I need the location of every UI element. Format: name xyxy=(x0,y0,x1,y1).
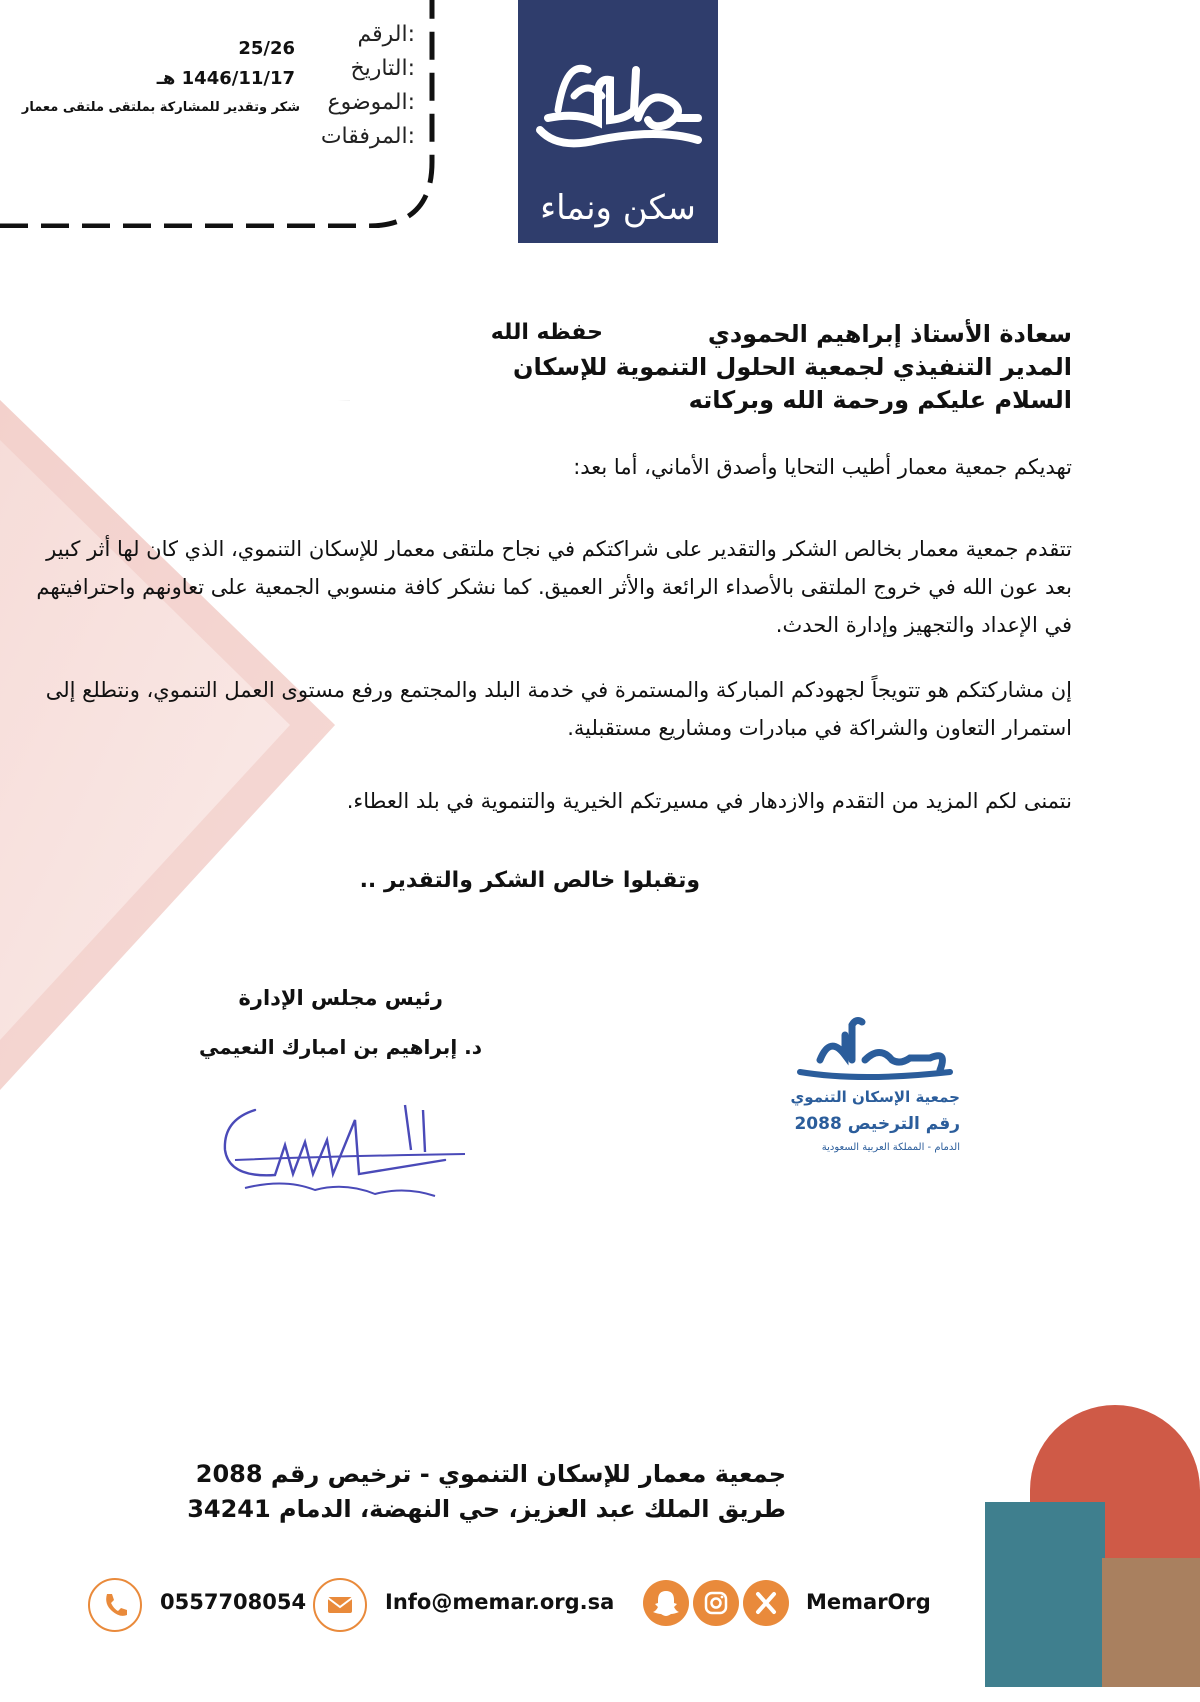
body-paragraph-2: إن مشاركتكم هو تتويجاً لجهودكم المباركة والمستمرة في خدمة البلد والمجتمع ورفع مستوى العمل التنموي، ونتطلع إلى استمرار التعاون والشراكة في مبادرات ومشاريع مستقبلية. xyxy=(45,678,1072,740)
recipient-blessing: حفظه الله xyxy=(490,320,603,345)
phone-number[interactable]: 0557708054 xyxy=(160,1590,307,1614)
recipient-title: المدير التنفيذي لجمعية الحلول التنموية للإسكان xyxy=(513,353,1072,381)
greeting: السلام عليكم ورحمة الله وبركاته xyxy=(688,386,1072,414)
ref-subject-value: شكر وتقدير للمشاركة بملتقى ملتقى معمار xyxy=(21,100,300,115)
logo-tagline: سكن ونماء xyxy=(540,188,696,228)
social-handle[interactable]: MemarOrg xyxy=(806,1590,931,1614)
body-paragraph-3: نتمنى لكم المزيد من التقدم والازدهار في مسيرتكم الخيرية والتنموية في بلد العطاء. xyxy=(346,789,1072,813)
memar-logo xyxy=(518,0,718,243)
email-address[interactable]: Info@memar.org.sa xyxy=(385,1590,615,1614)
snapchat-icon[interactable] xyxy=(643,1580,689,1626)
memar-logo-mark xyxy=(518,0,718,190)
closing-line: وتقبلوا خالص الشكر والتقدير .. xyxy=(359,868,700,893)
recipient-name: سعادة الأستاذ إبراهيم الحمودي xyxy=(707,320,1072,348)
footer-address-line: طريق الملك عبد العزيز، حي النهضة، الدمام 34241 xyxy=(187,1495,786,1523)
footer-brown-block xyxy=(1102,1558,1200,1687)
signatory-name: د. إبراهيم بن امبارك النعيمي xyxy=(199,1035,482,1059)
phone-icon[interactable] xyxy=(88,1578,142,1632)
stamp-line-3: الدمام - المملكة العربية السعودية xyxy=(821,1142,960,1153)
ref-attachments-label: المرفقات: xyxy=(320,124,415,149)
body-paragraph-1: تتقدم جمعية معمار بخالص الشكر والتقدير على شراكتكم في نجاح ملتقى معمار للإسكان التنموي، الذي كان لها أثر كبير بعد عون الله في خروج الملتقى بالأصداء الرائعة والأثر العميق. كما نشكر كافة منسوبي الجمعية على تعاونهم واحترافيتهم في الإعداد والتجهيز وإدارة الحدث. xyxy=(36,537,1072,637)
handwritten-signature xyxy=(215,1090,495,1210)
stamp-logo-mark xyxy=(770,1010,970,1090)
signatory-role: رئيس مجلس الإدارة xyxy=(238,986,443,1010)
stamp-line-1: جمعية الإسكان التنموي xyxy=(790,1088,960,1106)
ref-date-label: التاريخ: xyxy=(350,56,415,81)
intro-paragraph: تهديكم جمعية معمار أطيب التحايا وأصدق الأماني، أما بعد: xyxy=(573,455,1072,479)
footer-org-line: جمعية معمار للإسكان التنموي - ترخيص رقم 2088 xyxy=(195,1460,786,1488)
ref-date-value: 1446/11/17 هـ xyxy=(156,68,295,89)
ref-subject-label: الموضوع: xyxy=(327,90,415,115)
mail-icon[interactable] xyxy=(313,1578,367,1632)
stamp-line-2: رقم الترخيص 2088 xyxy=(794,1114,960,1134)
ref-number-label: الرقم: xyxy=(357,22,415,47)
ref-number-value: 25/26 xyxy=(238,38,295,59)
instagram-icon[interactable] xyxy=(693,1580,739,1626)
x-icon[interactable] xyxy=(743,1580,789,1626)
footer-teal-block xyxy=(985,1502,1105,1687)
official-stamp xyxy=(770,1010,970,1170)
